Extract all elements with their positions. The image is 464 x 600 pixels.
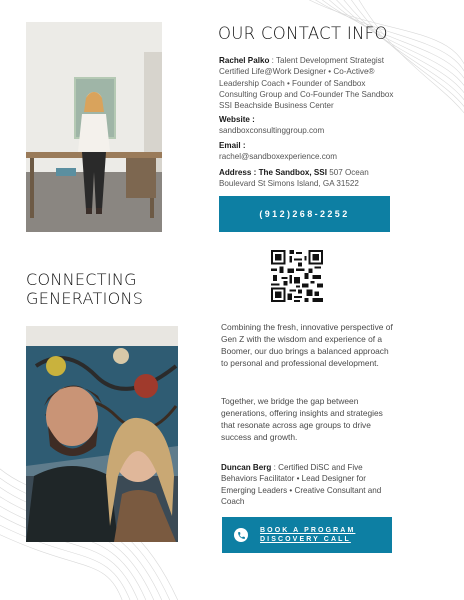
rachel-bio	[219, 55, 397, 111]
duncan-name: Duncan Berg	[221, 463, 272, 472]
qr-code	[271, 250, 323, 302]
website-label: Website	[219, 115, 250, 124]
generations-paragraph-1: Combining the fresh, innovative perspective of Gen Z with the wisdom and experience of a Boomer, our duo brings a balanced approach to personal and professional development.	[221, 322, 393, 369]
phone-button[interactable]: (912)268-2252	[219, 196, 390, 232]
contact-title: OUR CONTACT INFO	[218, 24, 388, 43]
address-value: 507 Ocean Boulevard St Simons Island, GA 31522	[219, 168, 369, 189]
rachel-credentials: : Talent Development Strategist Certified Life@Work Designer • Co-Active® Leadership Coach • Founder of Sandbox Consulting Group and Co-Founder The Sandbox SSI Beachside Business Center	[219, 56, 394, 111]
duncan-credentials: : Certified DiSC and Five Behaviors Facilitator • Lead Designer for Emerging Leaders • Creative Consultant and Coach	[221, 463, 382, 506]
duo-photo	[26, 326, 178, 542]
rachel-name: Rachel Palko	[219, 56, 270, 65]
website-block: Website : sandboxconsultinggroup.com	[219, 114, 397, 137]
generations-title	[26, 270, 186, 308]
rachel-photo	[26, 22, 162, 232]
generations-paragraph-2: Together, we bridge the gap between generations, offering insights and strategies that resonate across age groups to drive success and growth.	[221, 396, 383, 443]
book-call-line2: DISCOVERY CALL	[260, 536, 351, 543]
phone-icon	[234, 528, 248, 542]
book-call-line1: BOOK A PROGRAM	[260, 526, 356, 534]
generations-title-line1: CONNECTING	[26, 270, 137, 289]
website-link[interactable]: sandboxconsultinggroup.com	[219, 126, 325, 136]
book-call-label[interactable]	[260, 526, 355, 545]
email-link[interactable]: rachel@sandboxexperience.com	[219, 152, 337, 162]
generations-title-line2: GENERATIONS	[26, 289, 144, 308]
address-label: Address : The Sandbox, SSI	[219, 168, 327, 177]
duncan-bio	[221, 462, 399, 507]
email-label: Email	[219, 141, 241, 150]
book-discovery-call-button[interactable]	[222, 517, 392, 553]
email-block: Email : rachel@sandboxexperience.com	[219, 140, 397, 163]
address-block	[219, 167, 397, 190]
